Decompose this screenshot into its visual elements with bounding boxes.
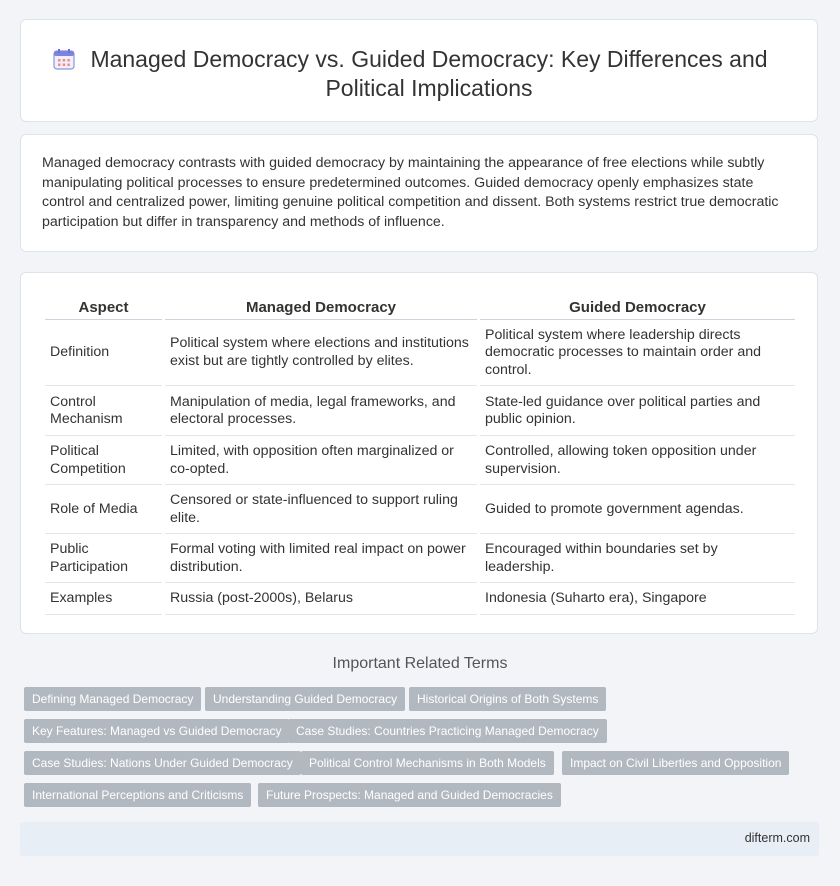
guided-cell: State-led guidance over political parties and public opinion. (480, 386, 795, 436)
aspect-cell: Examples (45, 583, 162, 615)
related-tag[interactable]: Case Studies: Countries Practicing Managed Democracy (288, 719, 607, 743)
related-tag[interactable]: International Perceptions and Criticisms (24, 783, 251, 807)
managed-cell: Formal voting with limited real impact on power distribution. (165, 534, 477, 583)
aspect-cell: Political Competition (45, 436, 162, 485)
related-tag[interactable]: Case Studies: Nations Under Guided Democracy (24, 751, 301, 775)
table-row (45, 583, 795, 615)
aspect-cell: Control Mechanism (45, 386, 162, 436)
related-tag[interactable]: Impact on Civil Liberties and Opposition (562, 751, 789, 775)
guided-cell: Controlled, allowing token opposition under supervision. (480, 436, 795, 485)
related-tag[interactable]: Political Control Mechanisms in Both Models (301, 751, 554, 775)
summary-card (20, 134, 818, 252)
footer (20, 822, 819, 856)
related-tag[interactable]: Future Prospects: Managed and Guided Democracies (258, 783, 561, 807)
header-aspect: Aspect (45, 295, 162, 320)
table-row (45, 485, 795, 534)
header-guided: Guided Democracy (480, 295, 795, 320)
related-tag[interactable]: Historical Origins of Both Systems (409, 687, 606, 711)
managed-cell: Russia (post-2000s), Belarus (165, 583, 477, 615)
guided-cell: Guided to promote government agendas. (480, 485, 795, 534)
guided-cell: Indonesia (Suharto era), Singapore (480, 583, 795, 615)
managed-cell: Limited, with opposition often marginalized or co-opted. (165, 436, 477, 485)
table-header-row (45, 295, 795, 320)
table-row (45, 534, 795, 583)
guided-cell: Encouraged within boundaries set by leadership. (480, 534, 795, 583)
aspect-cell: Definition (45, 320, 162, 387)
comparison-table-card (20, 272, 818, 634)
aspect-cell: Public Participation (45, 534, 162, 583)
summary-text: Managed democracy contrasts with guided democracy by maintaining the appearance of free elections while subtly manipulating political processes to ensure predetermined outcomes. Guided democracy openly emphasizes state control and centralized power, limiting genuine political competition and dissent. Both systems restrict true democratic participation but differ in transparency and methods of influence. (42, 155, 779, 230)
page-title: Managed Democracy vs. Guided Democracy: Key Differences and Political Implications (90, 46, 768, 101)
site-link[interactable]: difterm.com (744, 831, 810, 845)
header-card (20, 19, 818, 122)
managed-cell: Manipulation of media, legal frameworks, and electoral processes. (165, 386, 477, 436)
guided-cell: Political system where leadership directs democratic processes to maintain order and control. (480, 320, 795, 387)
comparison-table (42, 295, 798, 615)
managed-cell: Censored or state-influenced to support ruling elite. (165, 485, 477, 534)
related-tag[interactable]: Defining Managed Democracy (24, 687, 201, 711)
related-tag[interactable]: Key Features: Managed vs Guided Democracy (24, 719, 289, 743)
header-managed: Managed Democracy (165, 295, 477, 320)
table-row (45, 320, 795, 387)
related-tag[interactable]: Understanding Guided Democracy (205, 687, 405, 711)
table-row (45, 436, 795, 485)
related-terms-title: Important Related Terms (332, 655, 508, 672)
table-row (45, 386, 795, 436)
managed-cell: Political system where elections and institutions exist but are tightly controlled by elites. (165, 320, 477, 387)
aspect-cell: Role of Media (45, 485, 162, 534)
